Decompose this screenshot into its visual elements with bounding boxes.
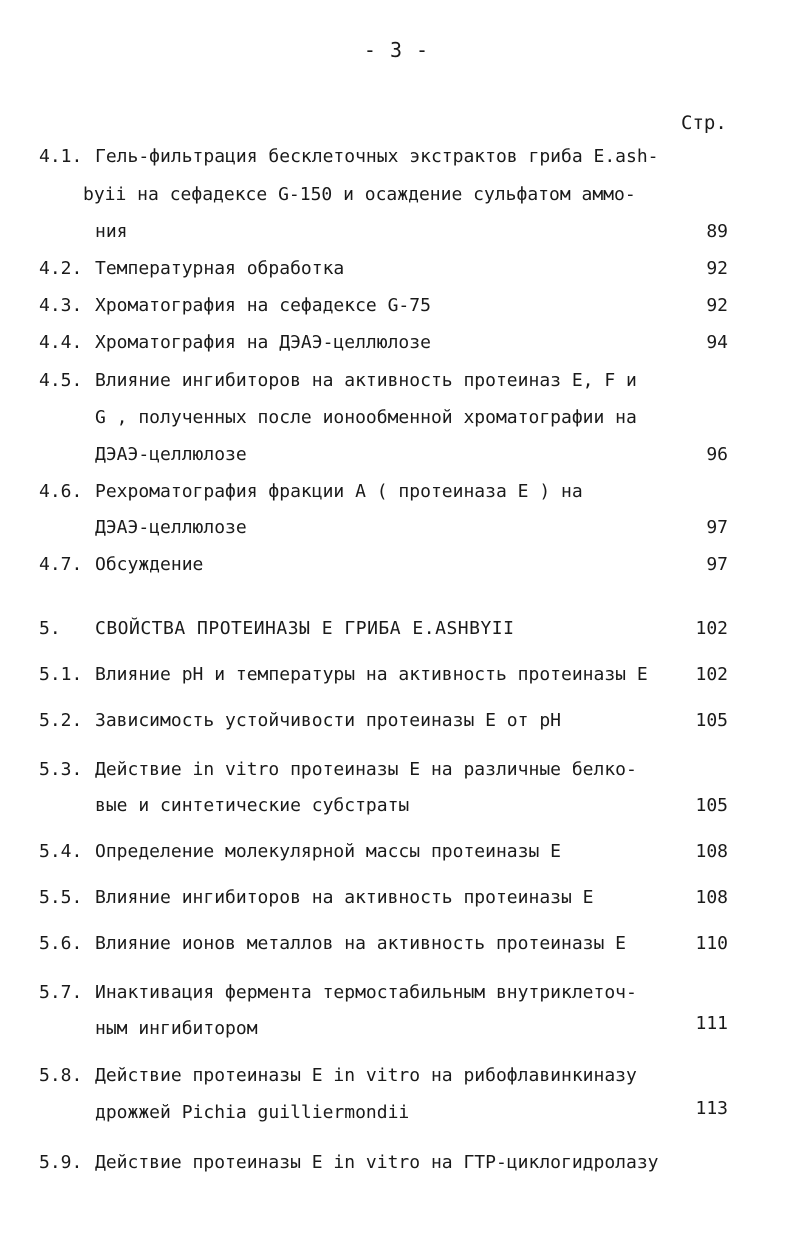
toc-entry-text: вые и синтетические субстраты — [95, 795, 410, 816]
toc-entry-text: Действие in vitro протеиназы E на различные белко- — [95, 759, 637, 780]
toc-entry-page: 108 — [695, 887, 728, 908]
toc-entry-number: 4.5. — [39, 370, 83, 391]
toc-entry-text: Действие протеиназы E in vitro на рибофлавинкиназу — [95, 1065, 637, 1086]
toc-entry-number: 5.8. — [39, 1065, 83, 1086]
toc-entry-page: 110 — [695, 933, 728, 954]
toc-entry-text: ния — [95, 221, 128, 242]
toc-entry-text: Инактивация фермента термостабильным внутриклеточ- — [95, 982, 637, 1003]
toc-entry-number: 5. — [39, 618, 61, 639]
toc-entry-text: Влияние ингибиторов на активность протеиназы E — [95, 887, 594, 908]
toc-entry-page: 102 — [695, 664, 728, 685]
toc-entry-page: 111 — [695, 1013, 728, 1034]
toc-entry-page: 92 — [706, 295, 728, 316]
toc-entry-page: 96 — [706, 444, 728, 465]
toc-entry-text: Влияние pH и температуры на активность протеиназы E — [95, 664, 648, 685]
toc-entry-number: 5.3. — [39, 759, 83, 780]
toc-entry-number: 5.1. — [39, 664, 83, 685]
toc-entry-text: Действие протеиназы E in vitro на ГТР-циклогидролазу — [95, 1152, 659, 1173]
toc-entry-text: Влияние ингибиторов на активность протеиназ E, F и — [95, 370, 637, 391]
toc-entry-page: 97 — [706, 554, 728, 575]
toc-entry-page: 97 — [706, 517, 728, 538]
toc-entry-text: byii на сефадексе G-150 и осаждение сульфатом аммо- — [83, 184, 636, 205]
toc-chapter-title: СВОЙСТВА ПРОТЕИНАЗЫ E ГРИБА E.ASHBYII — [95, 618, 515, 639]
toc-entry-text: Зависимость устойчивости протеиназы E от pH — [95, 710, 561, 731]
toc-entry-number: 4.6. — [39, 481, 83, 502]
toc-entry-number: 5.6. — [39, 933, 83, 954]
toc-entry-page: 92 — [706, 258, 728, 279]
toc-entry-page: 94 — [706, 332, 728, 353]
toc-entry-text: дрожжей Pichia guilliermondii — [95, 1102, 410, 1123]
toc-entry-text: Рехроматография фракции A ( протеиназа E ) на — [95, 481, 583, 502]
toc-entry-number: 4.7. — [39, 554, 83, 575]
page-number: - 3 - — [363, 38, 430, 62]
toc-entry-number: 4.2. — [39, 258, 83, 279]
toc-entry-page: 89 — [706, 221, 728, 242]
toc-entry-page: 105 — [695, 710, 728, 731]
toc-entry-text: Обсуждение — [95, 554, 204, 575]
toc-entry-text: ным ингибитором — [95, 1018, 258, 1039]
toc-entry-page: 102 — [695, 618, 728, 639]
toc-entry-text: Хроматография на ДЭАЭ-целлюлозе — [95, 332, 431, 353]
toc-entry-number: 5.9. — [39, 1152, 83, 1173]
toc-entry-page: 113 — [695, 1098, 728, 1119]
toc-entry-text: ДЭАЭ-целлюлозе — [95, 517, 247, 538]
toc-entry-text: Гель-фильтрация бесклеточных экстрактов гриба E.ash- — [95, 146, 659, 167]
toc-entry-number: 5.5. — [39, 887, 83, 908]
toc-entry-page: 108 — [695, 841, 728, 862]
toc-entry-page: 105 — [695, 795, 728, 816]
toc-entry-text: Влияние ионов металлов на активность протеиназы E — [95, 933, 627, 954]
toc-entry-number: 5.7. — [39, 982, 83, 1003]
toc-entry-text: ДЭАЭ-целлюлозе — [95, 444, 247, 465]
toc-entry-text: Хроматография на сефадексе G-75 — [95, 295, 431, 316]
toc-entry-number: 5.4. — [39, 841, 83, 862]
toc-entry-number: 4.3. — [39, 295, 83, 316]
toc-entry-number: 4.4. — [39, 332, 83, 353]
toc-entry-text: Температурная обработка — [95, 258, 345, 279]
toc-entry-text: Определение молекулярной массы протеиназы E — [95, 841, 561, 862]
toc-entry-text: G , полученных после ионообменной хроматографии на — [95, 407, 637, 428]
toc-entry-number: 5.2. — [39, 710, 83, 731]
toc-entry-number: 4.1. — [39, 146, 83, 167]
page-column-header: Стр. — [681, 112, 727, 134]
